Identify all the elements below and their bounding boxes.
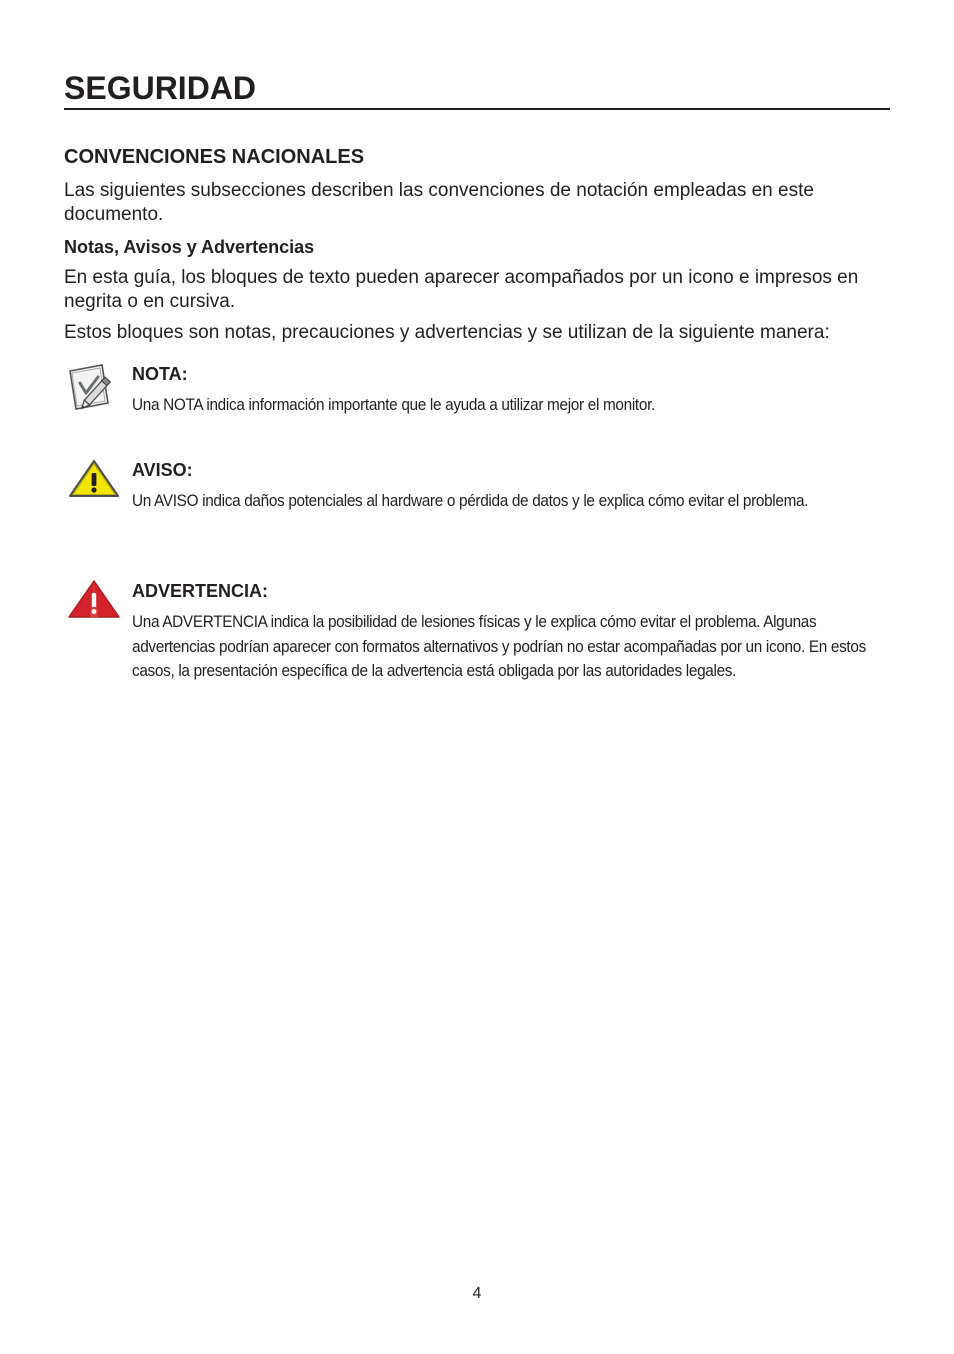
warning-triangle-icon [68, 580, 120, 625]
caution-text: Un AVISO indica daños potenciales al hardware o pérdida de datos y le explica cómo evitar el problema. [132, 492, 809, 510]
title-divider [64, 108, 890, 110]
page-title: SEGURIDAD [64, 70, 257, 106]
caution-triangle-icon [68, 459, 120, 504]
subsection-heading: Notas, Avisos y Advertencias [64, 237, 315, 257]
guide-paragraph: En esta guía, los bloques de texto pueden aparecer acompañados por un icono e impresos en negrita o en cursiva. [64, 267, 859, 312]
warning-label: ADVERTENCIA: [132, 581, 269, 601]
warning-text: Una ADVERTENCIA indica la posibilidad de lesiones físicas y le explica cómo evitar el problema. Algunas advertencias podrían aparecer con formatos alternativos y podrían no estar acompañadas por un icono. En estos casos, la presentación específica de la advertencia está obligada por las autoridades legales. [132, 613, 866, 680]
page-number: 4 [472, 1285, 482, 1302]
note-text: Una NOTA indica información importante que le ayuda a utilizar mejor el monitor. [132, 396, 655, 414]
blocks-paragraph: Estos bloques son notas, precauciones y advertencias y se utilizan de la siguiente manera: [64, 322, 830, 343]
note-label: NOTA: [132, 364, 188, 384]
caution-label: AVISO: [132, 460, 193, 480]
section-heading: CONVENCIONES NACIONALES [64, 146, 365, 168]
note-pencil-icon [68, 363, 118, 416]
intro-paragraph: Las siguientes subsecciones describen las convenciones de notación empleadas en este documento. [64, 180, 814, 225]
